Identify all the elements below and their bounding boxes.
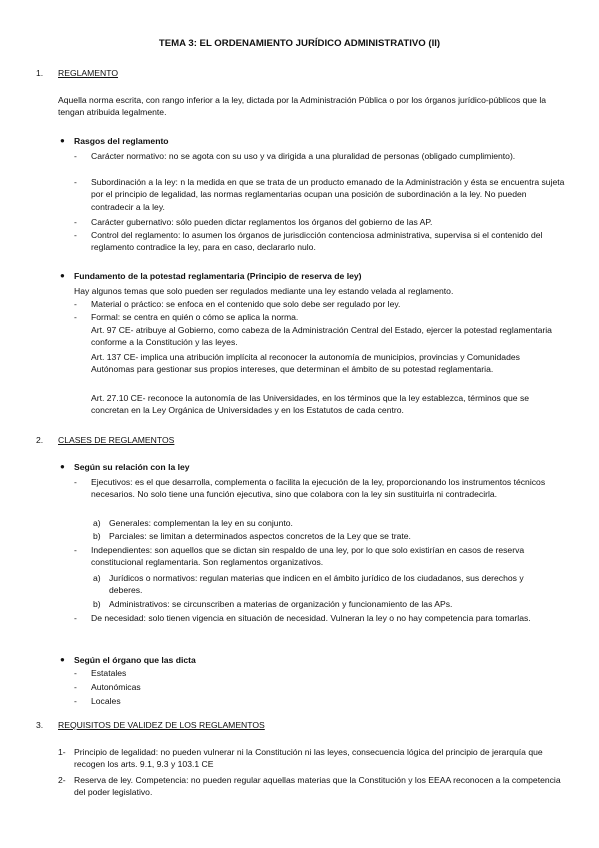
dash-icon: - — [74, 477, 77, 487]
list-item: Locales — [91, 696, 121, 706]
paragraph: Aquella norma escrita, con rango inferior a la ley, dictada por la Administración Pública o por los órganos jurídico-públicos que la tengan atribuida legalmente. — [58, 95, 547, 118]
list-item: Parciales: se limitan a determinados aspectos concretos de la Ley que se trate. — [109, 531, 411, 541]
list-item: De necesidad: solo tienen vigencia en situación de necesidad. Vulneran la ley o no hay competencia para tomarlas. — [91, 613, 531, 623]
dash-icon: - — [74, 230, 77, 240]
section-heading: REQUISITOS DE VALIDEZ DE LOS REGLAMENTOS — [58, 720, 265, 730]
list-marker: a) — [93, 573, 101, 583]
section-heading: REGLAMENTO — [58, 68, 119, 78]
list-marker: 1- — [58, 747, 66, 757]
dash-icon: - — [74, 545, 77, 555]
dash-icon: - — [74, 668, 77, 678]
paragraph: Art. 137 CE- implica una atribución implícita al reconocer la autonomía de municipios, provincias y Comunidades Autónomas para gestionar sus propios intereses, que determinan el ámbito de su potestad reglamentaria. — [91, 352, 520, 375]
list-item: Control del reglamento: lo asumen los órganos de jurisdicción contenciosa administrativa, supervisa si el contenido del reglamento contradice la ley, para en caso, declararlo nulo. — [91, 230, 543, 253]
list-item: Reserva de ley. Competencia: no pueden regular aquellas materias que la Constitución y los EEAA reconocen a la competencia del poder legislativo. — [74, 775, 561, 798]
section-number: 2. — [36, 435, 44, 445]
bullet-icon: ● — [60, 655, 65, 664]
list-item: Material o práctico: se enfoca en el contenido que solo debe ser regulado por ley. — [91, 299, 401, 309]
page-title: TEMA 3: EL ORDENAMIENTO JURÍDICO ADMINISTRATIVO (II) — [158, 38, 441, 49]
subheading: Fundamento de la potestad reglamentaria (Principio de reserva de ley) — [74, 271, 362, 281]
bullet-icon: ● — [60, 271, 65, 280]
subheading: Según el órgano que las dicta — [74, 655, 196, 665]
section-number: 3. — [36, 720, 44, 730]
dash-icon: - — [74, 682, 77, 692]
list-item: Formal: se centra en quién o cómo se aplica la norma. — [91, 312, 299, 322]
dash-icon: - — [74, 613, 77, 623]
list-item: Jurídicos o normativos: regulan materias que indicen en el ámbito jurídico de los ciudadanos, sus derechos y deberes. — [109, 573, 524, 596]
paragraph: Art. 27.10 CE- reconoce la autonomía de las Universidades, en los términos que la ley establezca, términos que se concretan en la Ley Orgánica de Universidades y en los Estatutos de cada centro. — [91, 393, 530, 416]
bullet-icon: ● — [60, 136, 65, 145]
list-marker: b) — [93, 599, 101, 609]
list-marker: b) — [93, 531, 101, 541]
list-item: Generales: complementan la ley en su conjunto. — [109, 518, 293, 528]
list-item: Estatales — [91, 668, 127, 678]
section-number: 1. — [36, 68, 44, 78]
list-item: Subordinación a la ley: n la medida en que se trata de un producto emanado de la Administración y ésta se encuentra sujeta por el principio de legalidad, las normas reglamentarias ocupan una posición de subordinación a la ley. No pueden contradecir a la ley. — [91, 177, 565, 212]
list-item: Autonómicas — [91, 682, 141, 692]
list-item: Independientes: son aquellos que se dictan sin respaldo de una ley, por lo que solo existirían en casos de reserva constitucional reglamentaria. Son reglamentos organizativos. — [91, 545, 525, 568]
list-item: Ejecutivos: es el que desarrolla, complementa o facilita la ejecución de la ley, proporcionando los instrumentos técnicos necesarios. No solo tiene una función ejecutiva, sino que colabora con la ley sin sustituirla ni contradecirla. — [91, 477, 546, 500]
dash-icon: - — [74, 312, 77, 322]
list-marker: a) — [93, 518, 101, 528]
bullet-icon: ● — [60, 462, 65, 471]
dash-icon: - — [74, 696, 77, 706]
subheading: Según su relación con la ley — [74, 462, 190, 472]
paragraph: Art. 97 CE- atribuye al Gobierno, como cabeza de la Administración Central del Estado, ejercer la potestad reglamentaria conforme a la Constitución y las leyes. — [91, 325, 552, 348]
dash-icon: - — [74, 151, 77, 161]
list-item: Principio de legalidad: no pueden vulnerar ni la Constitución ni las leyes, consecuencia lógica del principio de jerarquía que recogen los arts. 9.1, 9.3 y 103.1 CE — [74, 747, 543, 770]
list-item: Carácter gubernativo: sólo pueden dictar reglamentos los órganos del gobierno de las AP. — [91, 217, 433, 227]
list-item: Carácter normativo: no se agota con su uso y va dirigida a una pluralidad de personas (obligado cumplimiento). — [91, 151, 516, 161]
section-heading: CLASES DE REGLAMENTOS — [58, 435, 175, 445]
dash-icon: - — [74, 299, 77, 309]
list-marker: 2- — [58, 775, 66, 785]
dash-icon: - — [74, 217, 77, 227]
paragraph: Hay algunos temas que solo pueden ser regulados mediante una ley estando velada al reglamento. — [74, 286, 454, 296]
dash-icon: - — [74, 177, 77, 187]
list-item: Administrativos: se circunscriben a materias de organización y funcionamiento de las APs. — [109, 599, 453, 609]
subheading: Rasgos del reglamento — [74, 136, 169, 146]
